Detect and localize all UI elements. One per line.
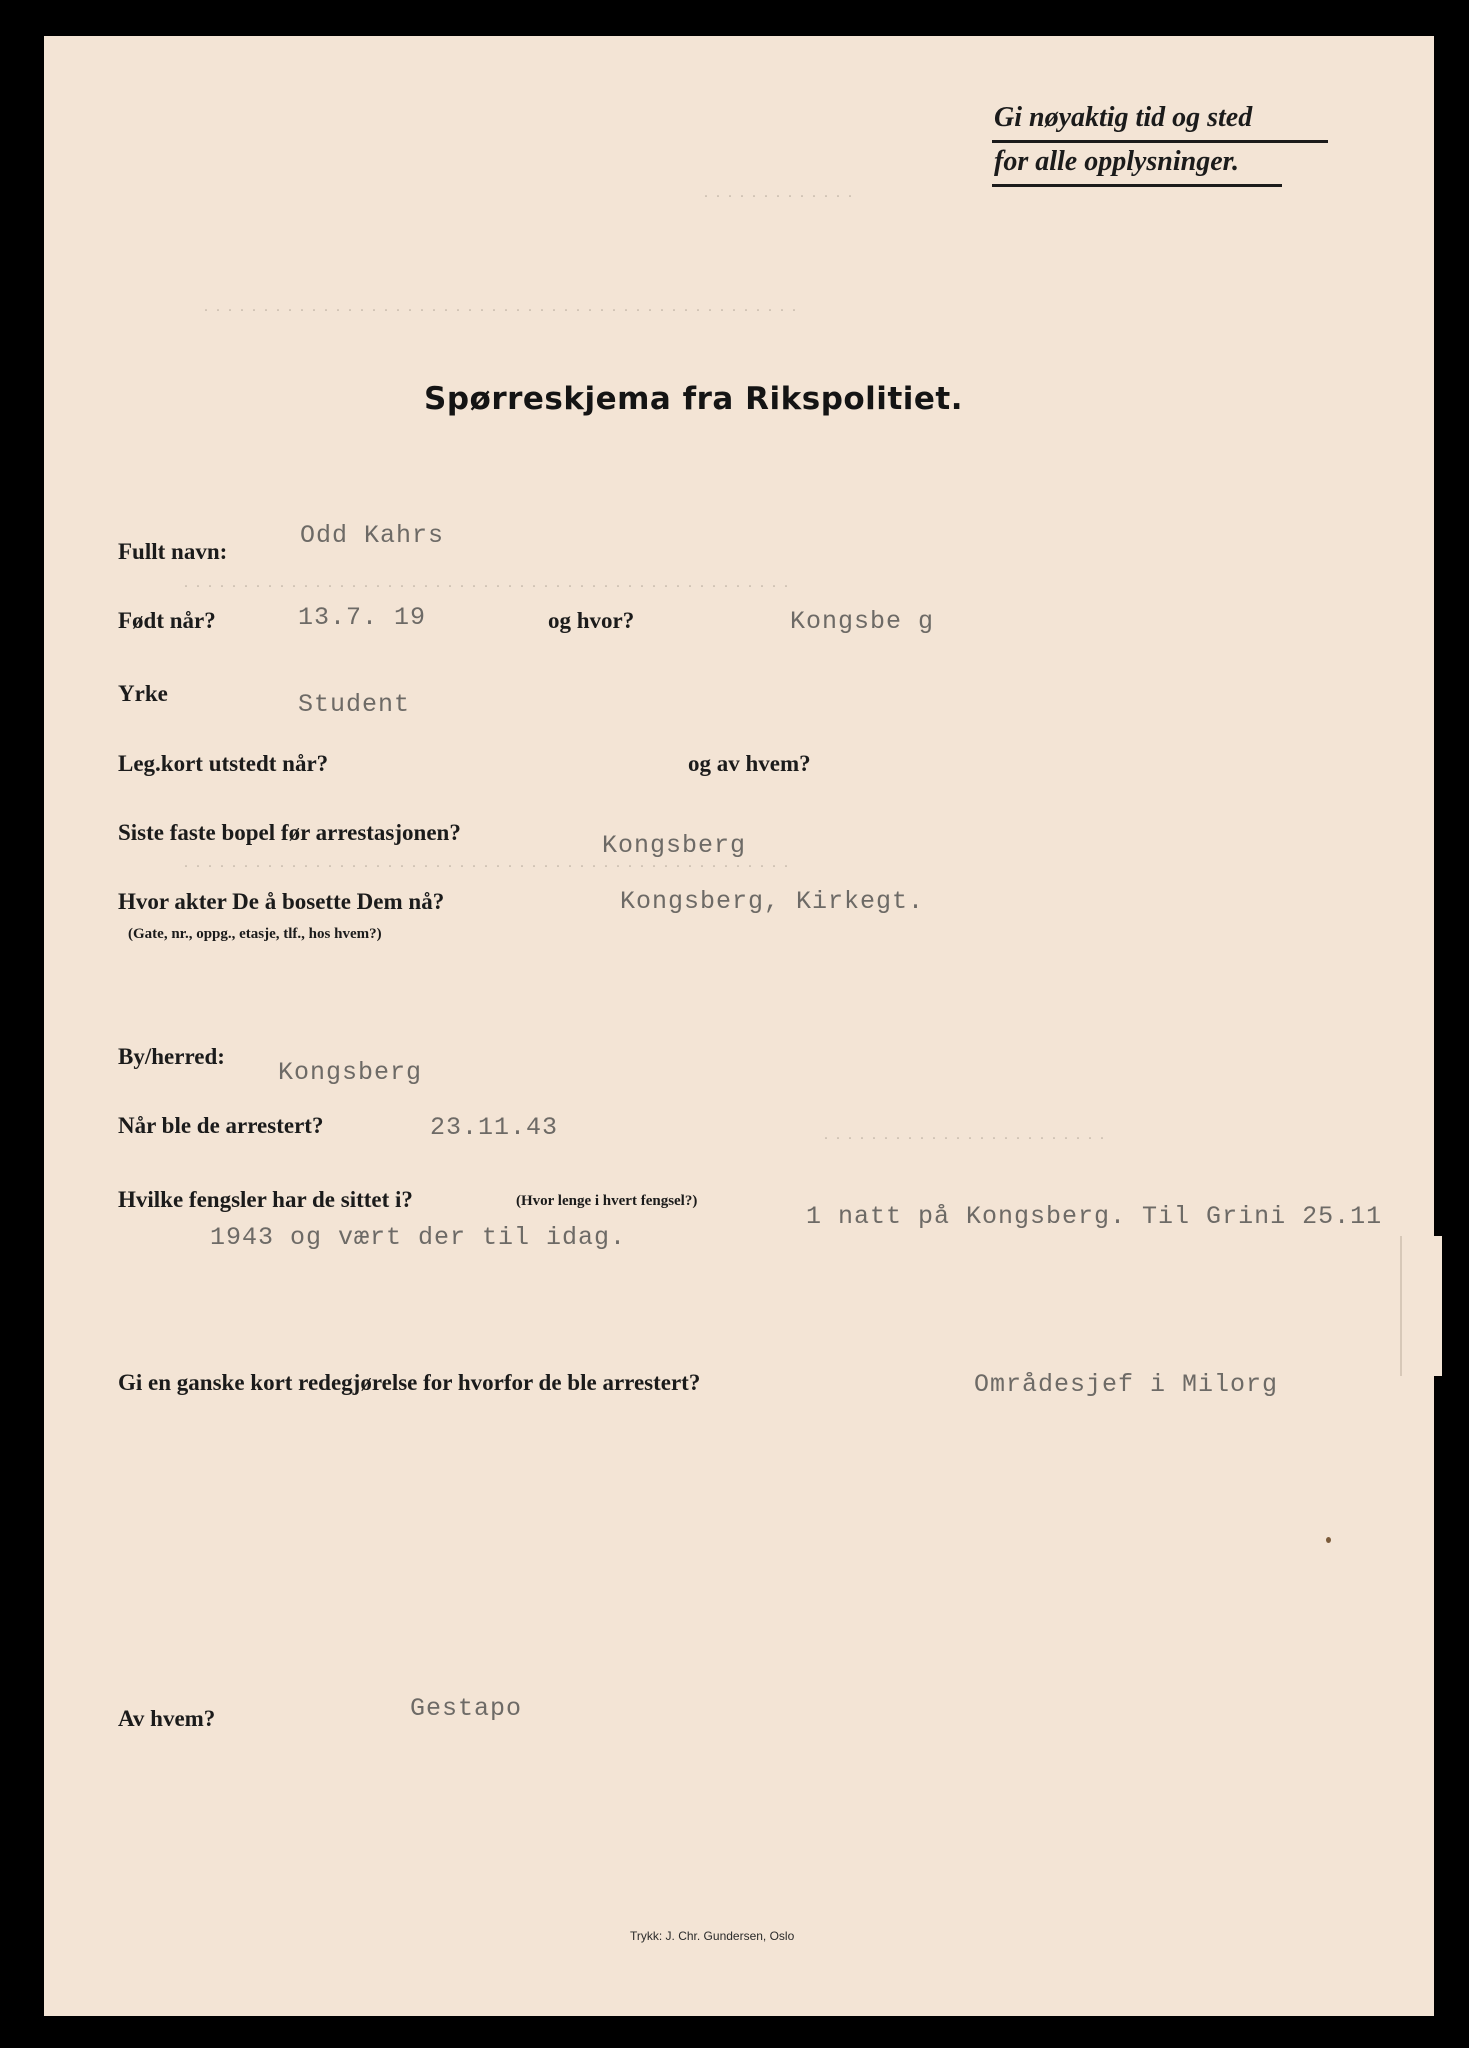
name-value: Odd Kahrs [300, 521, 445, 550]
settle-sublabel: (Gate, nr., oppg., etasje, tlf., hos hvem?) [128, 926, 382, 942]
bleed-through-text: . . . . . . . . . . . . . [704, 184, 854, 201]
prisons-value-2: 1943 og vært der til idag. [210, 1223, 627, 1252]
residence-value: Kongsberg [602, 831, 747, 860]
municipality-value: Kongsberg [278, 1058, 423, 1087]
residence-label: Siste faste bopel før arrestasjonen? [118, 820, 461, 845]
prisons-value-1: 1 natt på Kongsberg. Til Grini 25.11 [806, 1202, 1383, 1231]
legkort-label: Leg.kort utstedt når? [118, 751, 329, 776]
note-line-2: for alle opplysninger. [994, 146, 1240, 177]
paper-speck [1326, 1537, 1331, 1543]
where-value: Kongsbe g [790, 607, 935, 636]
name-label: Fullt navn: [118, 539, 228, 564]
by-whom-label: Av hvem? [118, 1706, 216, 1731]
form-title: Spørreskjema fra Rikspolitiet. [424, 381, 964, 417]
arrested-label: Når ble de arrestert? [118, 1113, 324, 1138]
where-label: og hvor? [548, 608, 635, 633]
born-value: 13.7. 19 [298, 603, 427, 632]
form-sheet [44, 36, 1434, 2016]
bleed-through-text: . . . . . . . . . . . . . . . . . . . . . . . . . . . . . . . . . . . . . . . . . . . . . . . . . . [204, 298, 798, 315]
note-underline-1 [992, 140, 1328, 143]
settle-value: Kongsberg, Kirkegt. [620, 887, 925, 916]
bleed-through-text: . . . . . . . . . . . . . . . . . . . . . . . . . . . . . . . . . . . . . . . . . . . . . . . . . . . [184, 854, 790, 871]
municipality-label: By/herred: [118, 1044, 225, 1069]
job-label: Yrke [118, 681, 168, 706]
arrested-value: 23.11.43 [430, 1113, 559, 1142]
legkort-by-label: og av hvem? [688, 751, 811, 776]
note-underline-2 [992, 184, 1282, 187]
born-label: Født når? [118, 608, 216, 633]
torn-edge [1400, 1236, 1442, 1376]
prisons-sublabel: (Hvor lenge i hvert fengsel?) [516, 1193, 698, 1209]
settle-label: Hvor akter De å bosette Dem nå? [118, 889, 445, 914]
printer-imprint: Trykk: J. Chr. Gundersen, Oslo [630, 1929, 795, 1943]
reason-label: Gi en ganske kort redegjørelse for hvorfor de ble arrestert? [118, 1370, 701, 1395]
bleed-through-text: . . . . . . . . . . . . . . . . . . . . . . . . . . . . . . . . . . . . . . . . . . . . . . . . . . . [184, 574, 790, 591]
reason-value: Områdesjef i Milorg [974, 1370, 1279, 1399]
note-line-1: Gi nøyaktig tid og sted [994, 102, 1253, 133]
job-value: Student [298, 690, 411, 719]
by-whom-value: Gestapo [410, 1694, 523, 1723]
bleed-through-text: . . . . . . . . . . . . . . . . . . . . . . . . [824, 1126, 1106, 1143]
prisons-label: Hvilke fengsler har de sittet i? [118, 1187, 413, 1212]
